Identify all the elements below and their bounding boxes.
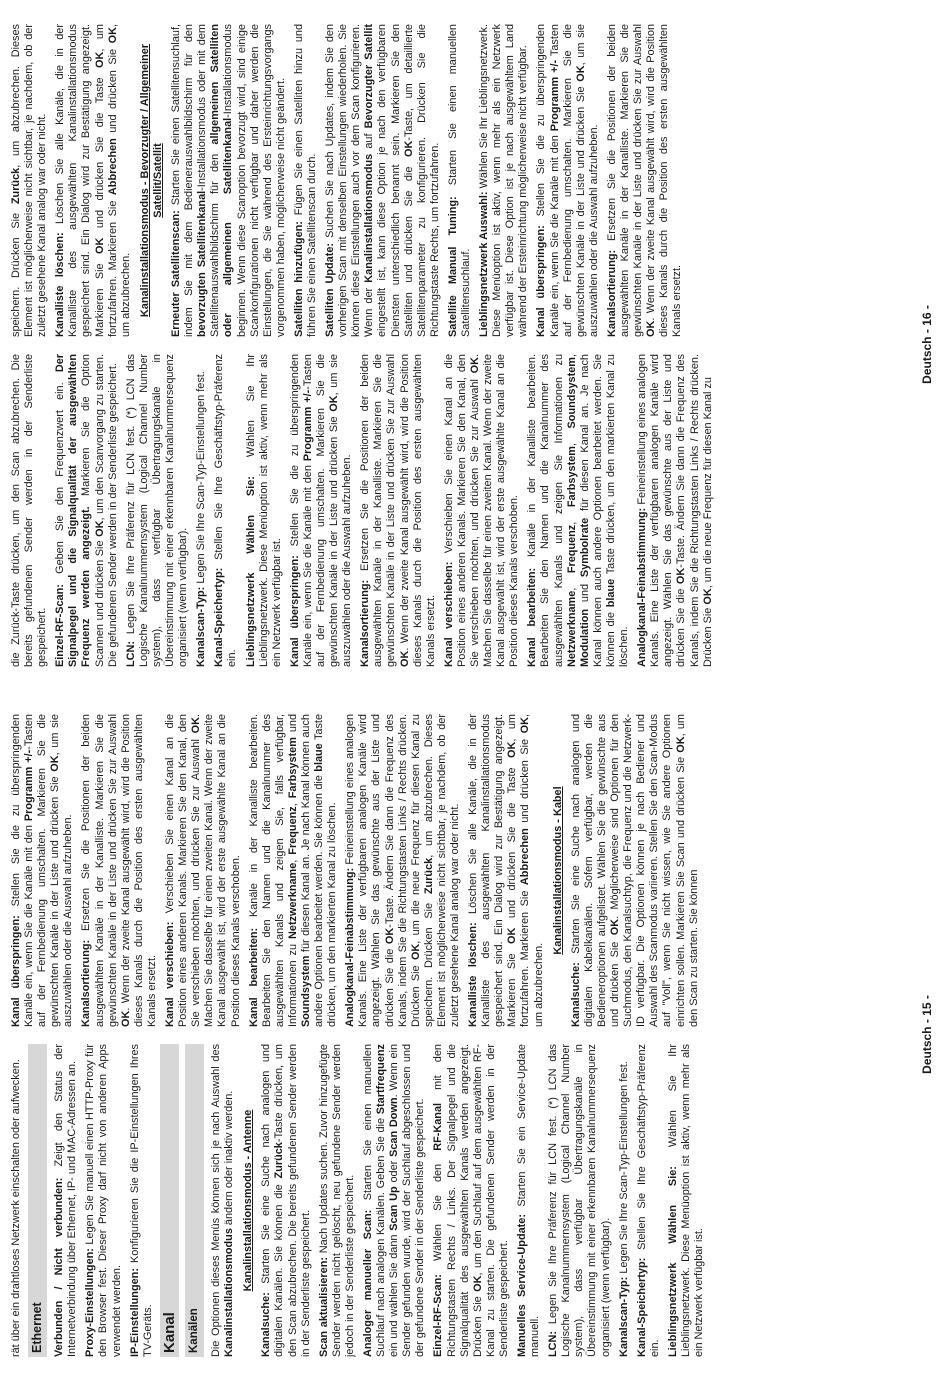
text-run: Starten Sie einen manuellen Suchlauf nach analogen Kanälen. Geben Sie die <box>361 1044 388 1357</box>
mode-heading <box>139 24 165 337</box>
text-run: . Machen Sie dasselbe für einen zweiten Kanal. Wenn der zweite Kanal ausgewählt ist, wird der erste ausgewählte Kanal an die Position dieses Kanals verschoben. <box>469 354 521 667</box>
text-run: Starten Sie eine Suche nach analogen und digitalen Kanälen. Sie können die <box>260 1044 286 1357</box>
text-run: Kanälen <box>187 1308 200 1353</box>
paragraph <box>260 1044 312 1357</box>
text-run: -Installationsmodus oder mit dem Satellitenauswahlbildschirm für den <box>196 24 222 337</box>
paragraph <box>248 714 340 1027</box>
paragraph <box>293 24 319 337</box>
bold-term: Startfrequenz <box>375 1044 388 1115</box>
text-run: oder <box>388 1156 401 1187</box>
bold-term: OK <box>645 320 658 337</box>
text-run: Ersetzen Sie die Positionen der beiden ausgewählten Kanäle in der Kanalliste. Markieren Sie die gewünschten Kanäle in der Liste und drücken Sie zur Auswahl <box>359 354 398 667</box>
paragraph <box>362 1044 427 1357</box>
text-run: Wählen Sie Ihr Lieblingsnetzwerk. Diese Menüoption ist aktiv, wenn mehr als ein Netzwerk verfügbar ist. <box>244 354 283 667</box>
bold-term: Lieblingsnetzwerk Wählen Sie: <box>244 476 257 667</box>
text-run: Legen Sie Ihre Präferenz für LCN fest. (*) LCN das Logische Kanalnummernsystem (Logical Channel Number system), dass verfügbar Übertragungskanäle in Übereinstimmung mit einer erkennbaren Kanalnummersequenz organisiert (wenn verfügbar). <box>124 354 190 667</box>
text-run: Taste drücken, um den markierten Kanal zu löschen. <box>604 354 631 667</box>
bold-term: Satelliten Update: <box>324 242 337 337</box>
bold-term: Soundsystem <box>565 357 578 429</box>
paragraph <box>359 354 438 667</box>
bold-term: Proxy-Einstellungen: <box>84 1248 97 1357</box>
text-run: Zeigt den Status der Internetverbindung über Ethernet, IP- und MAC-Adressen an. <box>53 1044 79 1357</box>
text-run: , <box>565 573 578 591</box>
paragraph <box>535 24 600 337</box>
bold-term: Kanal-Speichertyp: <box>635 1257 648 1357</box>
text-run: -Taste drücken, um den Scan abzubrechen. Die bereits gefundenen Sender werden in der Senderliste gespeichert. <box>273 1044 312 1357</box>
text-run: , um sie auszuwählen oder die Auswahl aufzuheben. <box>574 24 600 337</box>
text-run: ein und wählen Sie dann <box>388 1230 401 1357</box>
bold-term: OK <box>119 1010 132 1027</box>
text-run: , um sie auszuwählen oder die Auswahl aufzuheben. <box>328 354 354 667</box>
paragraph <box>10 714 75 1027</box>
paragraph <box>318 1044 357 1357</box>
text-run: , um abzubrechen. Dieses Element ist möglicherweise nicht sichtbar, je nachdem, ob der zuletzt gesehene Kanal analog war oder nicht. <box>10 24 49 337</box>
text-run: Markieren Sie die Option Scannen und drücken Sie <box>80 354 106 667</box>
text-run: mit den Richtungstasten Rechts / Links. Der Signalpegel und die Signalqualität des ausgewählten Kanals werden angezeigt. Drücken Sie <box>432 1044 484 1357</box>
text-run: rät über ein drahtloses Netzwerk einschalten oder aufwecken. <box>10 1059 22 1357</box>
bold-term: Bevorzugter Satellit <box>363 24 376 129</box>
text-column <box>10 1044 890 1357</box>
paragraph <box>636 1044 662 1357</box>
text-run: Stellen Sie die zu überspringenden Kanäle ein, wenn Sie die Kanäle mit den <box>288 354 314 667</box>
text-run: und drücken Sie die Taste <box>93 67 106 238</box>
text-run: , um die neue Frequenz für diesen Kanal zu speichern. Drücken Sie <box>409 714 435 1027</box>
text-run: Stellen Sie Ihre Geschäftstyp-Präferenz ein. <box>635 1044 661 1357</box>
text-run: , um fortzufahren. Markieren Sie <box>93 24 119 337</box>
bold-term: Farbsystem <box>286 737 299 799</box>
text-run: . Wenn ein Sender gefunden wurde, wird der Suchlauf abgeschlossen und der gefundene Sender in der Senderliste gespeichert. <box>388 1044 427 1357</box>
paragraph <box>570 714 701 1027</box>
bold-term: Scan Up <box>388 1186 401 1231</box>
mode-heading <box>242 1044 255 1357</box>
text-run: Geben Sie den Frequenzwert ein. <box>54 372 67 585</box>
paragraph <box>324 24 442 337</box>
bold-term: Satelliten hinzufügen: <box>292 221 305 337</box>
bold-term: Kanal überspringen: <box>288 555 301 667</box>
paragraph <box>467 714 546 1027</box>
bold-term: OK <box>675 567 688 585</box>
paragraph <box>10 354 49 667</box>
text-run: Löschen Sie alle Kanäle, die in der Kanalliste des ausgewählten Kanalinstallationsmodus gespeichert sind. Ein Dialog wird zur Bestätigung angezeigt. Markieren Sie <box>54 24 106 337</box>
manual-page-15 <box>0 690 950 1379</box>
text-run: , um abzubrechen. Dieses Element ist möglicherweise nicht sichtbar, je nachdem, ob der zuletzt gesehene Kanal analog war oder nicht. <box>422 714 461 1027</box>
text-run: Legen Sie Ihre Scan-Typ-Einstellungen fest. <box>195 371 208 587</box>
text-run: Tasten auf der Fernbedienung umschalten. Markieren Sie die gewünschten Kanäle in der Liste und drücken Sie <box>548 24 587 337</box>
bold-term: Zurück <box>10 167 22 205</box>
text-run: Suchen Sie nach Updates, indem Sie den vorherigen Scan mit denselben Einstellungen wiederholen. Sie können diese Einstellungen auch vor dem Scan konfigurieren. Wenn der <box>324 24 376 337</box>
paragraph <box>170 24 288 337</box>
bold-term: Kanal überspringen: <box>535 225 548 337</box>
bold-term: OK <box>471 1275 484 1292</box>
text-run: Wählen Sie Ihr Lieblingsnetzwerk. Diese Menüoption ist aktiv, wenn mehr als ein Netzwerk verfügbar ist. <box>666 1044 706 1357</box>
text-run: die Zurück-Taste drücken, um den Scan abzubrechen. Die bereits gefundenen Sender werden in der Senderliste gespeichert. <box>10 354 49 667</box>
text-run: Taste drücken, um den markierten Kanal zu löschen. <box>313 714 339 1027</box>
text-run: auf <box>363 128 376 154</box>
text-run: , <box>286 798 299 807</box>
text-run: Starten Sie eine Suche nach analogen und digitalen Kabelkanälen. Sofern verfügbar, werden die Bedieneroptionen aufgelistet. Wählen Sie die gewünschte aus und drücken Sie <box>569 714 622 1027</box>
bold-term: Kanal verschieben: <box>442 561 455 667</box>
bold-term: Modulation <box>578 608 591 667</box>
bold-term: OK <box>398 650 411 667</box>
bold-term: Analogkanal-Feinabstimmung: <box>344 867 357 1027</box>
text-run: Die Optionen dieses Menüs können sich je nach Auswahl des <box>210 1044 223 1357</box>
paragraph <box>195 354 208 667</box>
bold-term: Kanalsortierung: <box>359 579 372 667</box>
bold-term: Kanalsuche: <box>569 962 582 1027</box>
text-run: . Wenn der zweite Kanal ausgewählt wird, wird die Position dieses Kanals durch die Position des ersten ausgewählten Kanals ersetzt. <box>398 354 437 667</box>
bold-term: Kanalscan-Typ: <box>195 586 208 667</box>
text-run: -Installationsmodus beginnen. Wenn diese Scanoption bevorzugt wird, sind einige Scankonfigurationen nicht verfügbar und daher werden die Einstellungen, die Sie während des Ersteinrichtungsvorgangs vorgenommen haben, möglicherweise nicht geändert. <box>222 24 287 337</box>
text-run: , <box>565 354 578 358</box>
text-run: , um fortzufahren. Markieren Sie <box>506 714 532 1027</box>
text-run: -Taste. Ändern Sie dann die Frequenz des Kanals, indem Sie die Richtungstasten Links / Rechts drücken. Drücken Sie <box>383 714 422 1027</box>
text-run: , <box>565 428 578 447</box>
paragraph <box>516 1044 542 1357</box>
bold-term: Satellite Manual Tuning: <box>446 196 459 337</box>
paragraph <box>526 354 631 667</box>
text-run: und drücken Sie die Taste <box>506 757 519 928</box>
text-run: Kanalinstallationsmodus - Antenne <box>242 1109 255 1292</box>
paragraph <box>10 24 49 337</box>
bold-term: Verbunden / Nicht verbunden: <box>53 1177 66 1357</box>
text-run: Ethernet <box>30 1302 45 1353</box>
text-run: Feineinstellung eines analogen Kanals. Eine Liste der verfügbaren analogen Kanäle wird angezeigt. Wählen Sie das gewünschte aus der Liste und drücken Sie die <box>344 714 396 1027</box>
bold-term: OK <box>93 237 106 254</box>
bold-term: Scan Down <box>388 1097 401 1157</box>
text-run: und drücken Sie <box>519 733 532 829</box>
text-run: , um den Scan zu starten. Sie können <box>674 714 700 1027</box>
text-run: Starten Sie ein Service-Update manuell. <box>516 1044 542 1357</box>
bold-term: Farbsystem <box>565 446 578 508</box>
bold-term: Kanalliste löschen: <box>54 232 67 337</box>
text-run: Stellen Sie die zu überspringenden Kanäle ein, wenn Sie die Kanäle mit den <box>535 24 561 337</box>
bold-term: Kanal-Speichertyp: <box>213 567 226 667</box>
bold-term: Lieblingsnetzwerk Auswahl: <box>478 191 491 337</box>
bold-term: Kanal bearbeiten: <box>247 927 260 1027</box>
paragraph <box>80 714 159 1027</box>
bold-term: Kanal verschieben: <box>164 921 177 1027</box>
bold-term: LCN: <box>124 640 137 667</box>
paragraph <box>344 714 462 1027</box>
text-run: Fügen Sie einen Satelliten hinzu und führen Sie einen Satellitenscan durch. <box>292 24 318 337</box>
bold-term: bevorzugten Satellitenkanal <box>196 190 209 337</box>
text-run: Verschieben Sie einen Kanal an die Position eines anderen Kanals. Markieren Sie den Kanal, den Sie verschieben möchten, und drücken Sie zur Auswahl <box>442 354 481 667</box>
paragraph <box>213 354 239 667</box>
bold-term: Scan aktualisieren: <box>317 1257 330 1357</box>
text-run: , <box>286 854 299 863</box>
text-run: . Wenn der zweite Kanal ausgewählt wird, wird die Position dieses Kanals durch die Position des ersten ausgewählten Kanals ersetzt. <box>645 24 684 337</box>
bold-term: OK <box>49 755 62 772</box>
paragraph <box>10 1044 23 1357</box>
bold-term: OK <box>328 395 341 412</box>
bold-term: OK <box>93 520 106 537</box>
paragraph <box>289 354 354 667</box>
text-run: Ersetzen Sie die Positionen der beiden ausgewählten Kanäle in der Kanalliste. Markieren Sie die gewünschten Kanäle in der Liste und drücken Sie zur Auswahl <box>80 714 119 1027</box>
bold-term: OK <box>409 943 422 961</box>
bold-term: Analoger manueller Scan: <box>361 1209 374 1357</box>
bold-term: Erneuter Satellitenscan: <box>170 210 183 337</box>
bold-term: Programm +/- <box>548 59 561 132</box>
text-run: -Taste, um detaillierte Satellitenparameter zu konfigurieren. Drücken Sie die Richtungstaste Rechts, um fortzufahren. <box>402 24 441 337</box>
bold-term: OK <box>609 918 622 936</box>
text-run: , um abzubrechen. <box>519 714 545 1027</box>
text-run: eingestellt ist, kann diese Option je nach den verfügbaren Diensten unterschiedlich benannt sein. Markieren Sie den Satelliten und drücken Sie die <box>376 24 415 337</box>
bold-term: Kanalliste löschen: <box>467 922 480 1027</box>
text-run: -Taste. Ändern Sie dann die Frequenz des Kanals, indem Sie die Richtungstasten Links / Rechts drücken. Drücken Sie <box>675 354 714 667</box>
text-run: ändern oder inaktiv werden. <box>223 1090 236 1229</box>
text-column <box>10 714 890 1027</box>
text-run: -Tasten auf der Fernbedienung umschalten. Markieren Sie die gewünschten Kanäle in der Liste und drücken Sie <box>301 354 341 667</box>
section-heading <box>28 1044 47 1357</box>
paragraph <box>210 1044 236 1357</box>
text-run: Kanäle in der Kanalliste bearbeiten. Bearbeiten Sie den Namen und die Kanalnummer des ausgewählten Kanals und zeigen Sie Informationen zu <box>526 354 565 667</box>
text-run: -Tasten auf der Fernbedienung umschalten. Markieren Sie die gewünschten Kanäle in der Liste und drücken Sie <box>23 714 62 1027</box>
manual-page-16 <box>0 0 950 689</box>
bold-term: RF-Kanal <box>432 1102 445 1151</box>
bold-term: OK <box>106 27 119 44</box>
bold-term: Symbolrate <box>578 517 591 578</box>
bold-term: Programm +/- <box>23 749 36 822</box>
paragraph <box>606 24 685 337</box>
text-run: und drücken Sie <box>106 43 119 139</box>
text-run: Legen Sie Ihre Präferenz für LCN fest. (*) LCN das Logische Kanalnummernsystem (Logical Channel Number system), dass verfügbar Übertragungskanäle in Übereinstimmung mit einer erkennbaren Kanalnummersequenz organisiert (wenn verfügbar). <box>547 1044 612 1357</box>
bold-term: Soundsystem <box>299 955 312 1027</box>
paragraph <box>447 24 473 337</box>
bold-term: OK <box>519 717 532 734</box>
bold-term: Einzel-RF-Scan: <box>432 1274 445 1357</box>
bold-term: Kanalinstallationsmodus <box>223 1228 236 1357</box>
text-run: Legen Sie manuell einen HTTP-Proxy für den Browser fest. Dieser Proxy darf nicht von anderen Apps verwendet werden. <box>84 1044 123 1357</box>
paragraph <box>164 714 243 1027</box>
bold-term: Analogkanal-Feinabstimmung: <box>636 507 649 667</box>
bold-term: OK <box>190 717 203 734</box>
text-run: und <box>286 714 299 738</box>
bold-term: Frequenz <box>286 806 299 855</box>
bold-term: blaue <box>313 743 326 772</box>
bold-term: blaue <box>604 578 617 608</box>
mode-heading <box>552 714 565 1027</box>
text-run: für diesen Kanal an. Je nach Kanal können auch andere Optionen bearbeitet werden. Sie können die <box>578 354 617 667</box>
bold-term: Kanalscan-Typ: <box>617 1276 630 1357</box>
page-footer: Deutsch - 16 - <box>920 305 934 384</box>
paragraph <box>478 24 530 337</box>
bold-term: Kanal bearbeiten: <box>526 567 539 667</box>
bold-term: Der Signalpegel und die Signalqualität der ausgewählten Frequenz werden angezeigt. <box>54 354 93 667</box>
paragraph <box>54 354 119 667</box>
bold-term: IP-Einstellungen: <box>128 1268 141 1357</box>
paragraph <box>53 1044 79 1357</box>
chapter-heading <box>160 1044 179 1357</box>
text-run: Stellen Sie Ihre Geschäftstyp-Präferenz ein. <box>213 354 239 667</box>
paragraph <box>54 24 133 337</box>
text-run: für diesen Kanal an. Je nach Kanal können auch andere Optionen bearbeitet werden. Sie können die <box>299 714 326 1027</box>
bold-term: Einzel-RF-Scan: <box>54 584 67 667</box>
text-run: Kanalinstallationsmodus - Bevorzugter / Allgemeiner Satellit/Satellit <box>138 43 164 318</box>
paragraph <box>84 1044 123 1357</box>
text-run: Wählen Sie den <box>432 1150 445 1275</box>
bold-term: OK <box>469 357 481 374</box>
text-run: Kanäle in der Kanalliste bearbeiten. Bearbeiten Sie den Namen und die Kanalnummer des ausgewählten Kanals und zeigen Sie, falls verfügbar, Informationen zu <box>247 714 299 1027</box>
bold-term: Manuelles Service-Update: <box>516 1214 528 1357</box>
bold-term: OK <box>701 588 714 605</box>
text-run: , <box>565 507 578 525</box>
text-run: Feineinstellung eines analogen Kanals. Eine Liste der verfügbaren analogen Kanäle wird angezeigt. Wählen Sie das gewünschte aus der Liste und drücken Sie die <box>636 354 688 667</box>
text-run: Kanalinstallationsmodus - Kabel <box>551 786 564 955</box>
text-run: . Möglicherweise sind Optionen für den Suchmodus, den Kanalsuchtyp, die Frequenz und die Netzwerk-ID verfügbar. Die Optionen können je nach Bediener und Auswahl des Scanmodus variieren. Stellen Sie den Scan-Modus auf "Voll", wenn Sie nicht wissen, wie Sie andere Optionen einrichten sollen. Markieren Sie Scan und drücken Sie <box>609 714 687 1027</box>
bold-term: Kanalsortierung: <box>80 939 93 1027</box>
text-run: speichern. Drücken Sie <box>10 204 22 337</box>
text-run: Löschen Sie alle Kanäle, die in der Kanalliste des ausgewählten Kanalinstallationsmodus gespeichert sind. Ein Dialog wird zur Bestätigung angezeigt. Markieren Sie <box>467 714 519 1027</box>
bold-term: Netzwerkname <box>286 862 299 939</box>
text-run: , um abzubrechen. <box>106 24 132 337</box>
bold-term: Frequenz <box>565 524 578 574</box>
bold-term: Kanalsortierung: <box>605 249 618 337</box>
text-run: Kanal <box>160 1312 178 1353</box>
bold-term: Zurück <box>273 1142 286 1179</box>
paragraph <box>443 354 522 667</box>
bold-term: allgemeinen Satelliten oder allgemeinen Satellitenkanal <box>209 24 235 337</box>
text-run: Legen Sie Ihre Scan-Typ-Einstellungen fest. <box>617 1061 630 1277</box>
paragraph <box>547 1044 612 1357</box>
text-run: , um die neue Frequenz für diesen Kanal zu <box>701 377 714 589</box>
text-run: . Machen Sie dasselbe für einen zweiten Kanal. Wenn der zweite Kanal ausgewählt ist, wird der erste ausgewählte Kanal an die Position dieses Kanals verschoben. <box>190 714 242 1027</box>
bold-term: OK <box>383 927 396 945</box>
text-column <box>10 354 890 667</box>
text-run: Starten Sie einen Satellitensuchlauf, indem Sie mit dem Bedienerauswahlbildschirm für den <box>170 24 196 337</box>
paragraph <box>618 1044 631 1357</box>
bold-term: OK <box>506 927 519 944</box>
text-run: Wählen Sie Ihr Lieblingsnetzwerk. Diese Menüoption ist aktiv, wenn mehr als ein Netzwerk verfügbar ist. Diese Option ist je nach ausgewähltem Land während der Ersteinrichtung möglicherweise nicht verfügbar. <box>478 24 530 337</box>
text-run: Stellen Sie die zu überspringenden Kanäle ein, wenn Sie die Kanäle mit den <box>10 714 36 1027</box>
paragraph <box>636 354 715 667</box>
bold-term: Abbrechen <box>519 828 532 886</box>
subsection-heading <box>185 1044 204 1357</box>
text-run: Verschieben Sie einen Kanal an die Position eines anderen Kanals. Markieren Sie den Kanal, den Sie verschieben möchten, und drücken Sie zur Auswahl <box>164 714 203 1027</box>
bold-term: OK <box>402 140 415 157</box>
paragraph <box>667 1044 706 1357</box>
bold-term: LCN: <box>547 1330 560 1357</box>
bold-term: Netzwerkname <box>565 590 578 667</box>
text-run: Starten Sie einen manuellen Satellitensuchlauf. <box>446 24 472 337</box>
text-run: Nach Updates suchen. Zuvor hinzugefügte Sender werden nicht gelöscht, neu gefundene Sender werden jedoch in der Senderliste gespeichert. <box>317 1044 356 1357</box>
bold-term: OK <box>506 741 519 758</box>
bold-term: Abbrechen <box>106 138 119 196</box>
bold-term: OK <box>93 51 106 68</box>
paragraph <box>125 354 190 667</box>
bold-term: Zurück <box>422 857 435 895</box>
bold-term: Kanalinstallationsmodus <box>363 153 376 283</box>
bold-term: OK <box>574 65 587 82</box>
text-run: und <box>578 577 591 609</box>
text-run: Konfigurieren Sie die IP-Einstellungen Ihres TV-Geräts. <box>128 1044 154 1357</box>
paragraph <box>432 1044 511 1357</box>
text-column <box>10 24 890 337</box>
text-run: . Wenn der zweite Kanal ausgewählt wird, wird die Position dieses Kanals durch die Position des ersten ausgewählten Kanals ersetzt. <box>119 714 158 1027</box>
bold-term: Lieblingsnetzwerk Wählen Sie: <box>666 1166 679 1357</box>
page-footer: Deutsch - 15 - <box>920 995 934 1074</box>
text-run: , um den Suchlauf auf dem ausgewählten RF-Kanal zu starten. Die gefundenen Sender werden in der Senderliste gespeichert. <box>471 1044 510 1357</box>
bold-term: Kanal überspringen: <box>10 915 22 1027</box>
text-run: , um sie auszuwählen oder die Auswahl aufzuheben. <box>49 714 75 1027</box>
bold-term: Kanalsuche: <box>260 1292 273 1357</box>
text-run: Ersetzen Sie die Positionen der beiden ausgewählten Kanäle in der Kanalliste. Markieren Sie die gewünschten Kanäle in der Liste und drücken Sie zur Auswahl <box>605 24 645 337</box>
paragraph <box>129 1044 155 1357</box>
bold-term: Programm +/- <box>301 389 314 462</box>
text-run: , um den Scanvorgang zu starten. Die gefundenen Sender werden in der Senderliste gespeichert. <box>93 354 119 667</box>
paragraph <box>245 354 284 667</box>
bold-term: OK <box>674 736 687 753</box>
